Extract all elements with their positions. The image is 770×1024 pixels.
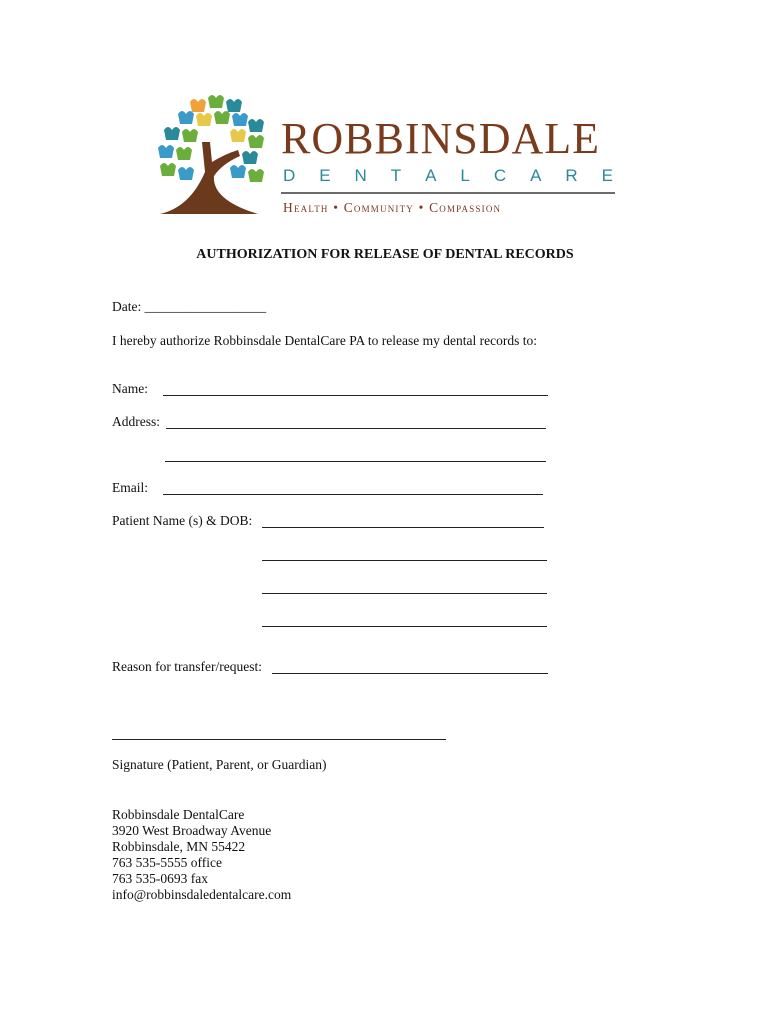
- logo-subtitle: D E N T A L C A R E: [283, 166, 613, 185]
- robbinsdale-logo: [150, 92, 620, 222]
- logo-divider: [281, 192, 615, 194]
- patient-field-line-2[interactable]: [262, 560, 547, 561]
- patient-field-line-3[interactable]: [262, 593, 547, 594]
- reason-field[interactable]: [272, 673, 548, 674]
- address-field-line-1[interactable]: [166, 428, 546, 429]
- email-field[interactable]: [163, 494, 543, 495]
- reason-label: Reason for transfer/request:: [112, 659, 262, 674]
- name-field[interactable]: [163, 395, 548, 396]
- contact-street: 3920 West Broadway Avenue: [112, 823, 272, 838]
- patient-field-line-1[interactable]: [262, 527, 544, 528]
- email-label: Email:: [112, 480, 148, 495]
- authorize-text: I hereby authorize Robbinsdale DentalCare PA to release my dental records to:: [112, 333, 537, 348]
- contact-phone: 763 535-5555 office: [112, 855, 222, 870]
- name-label: Name:: [112, 381, 148, 396]
- form-title: AUTHORIZATION FOR RELEASE OF DENTAL RECORDS: [196, 247, 574, 262]
- patient-field-line-4[interactable]: [262, 626, 547, 627]
- address-label: Address:: [112, 414, 160, 429]
- contact-city: Robbinsdale, MN 55422: [112, 839, 246, 854]
- tree-icon: [150, 92, 275, 222]
- signature-field[interactable]: [112, 739, 446, 740]
- logo-wordmark: ROBBINSDALE: [281, 114, 601, 163]
- logo-tagline: Health • Community • Compassion: [283, 200, 502, 215]
- signature-label: Signature (Patient, Parent, or Guardian): [112, 757, 327, 772]
- contact-practice-name: Robbinsdale DentalCare: [112, 807, 245, 822]
- date-label: Date: __________________: [112, 299, 267, 314]
- contact-email: info@robbinsdaledentalcare.com: [112, 887, 292, 902]
- contact-fax: 763 535-0693 fax: [112, 871, 208, 886]
- address-field-line-2[interactable]: [165, 461, 546, 462]
- patient-label: Patient Name (s) & DOB:: [112, 513, 253, 528]
